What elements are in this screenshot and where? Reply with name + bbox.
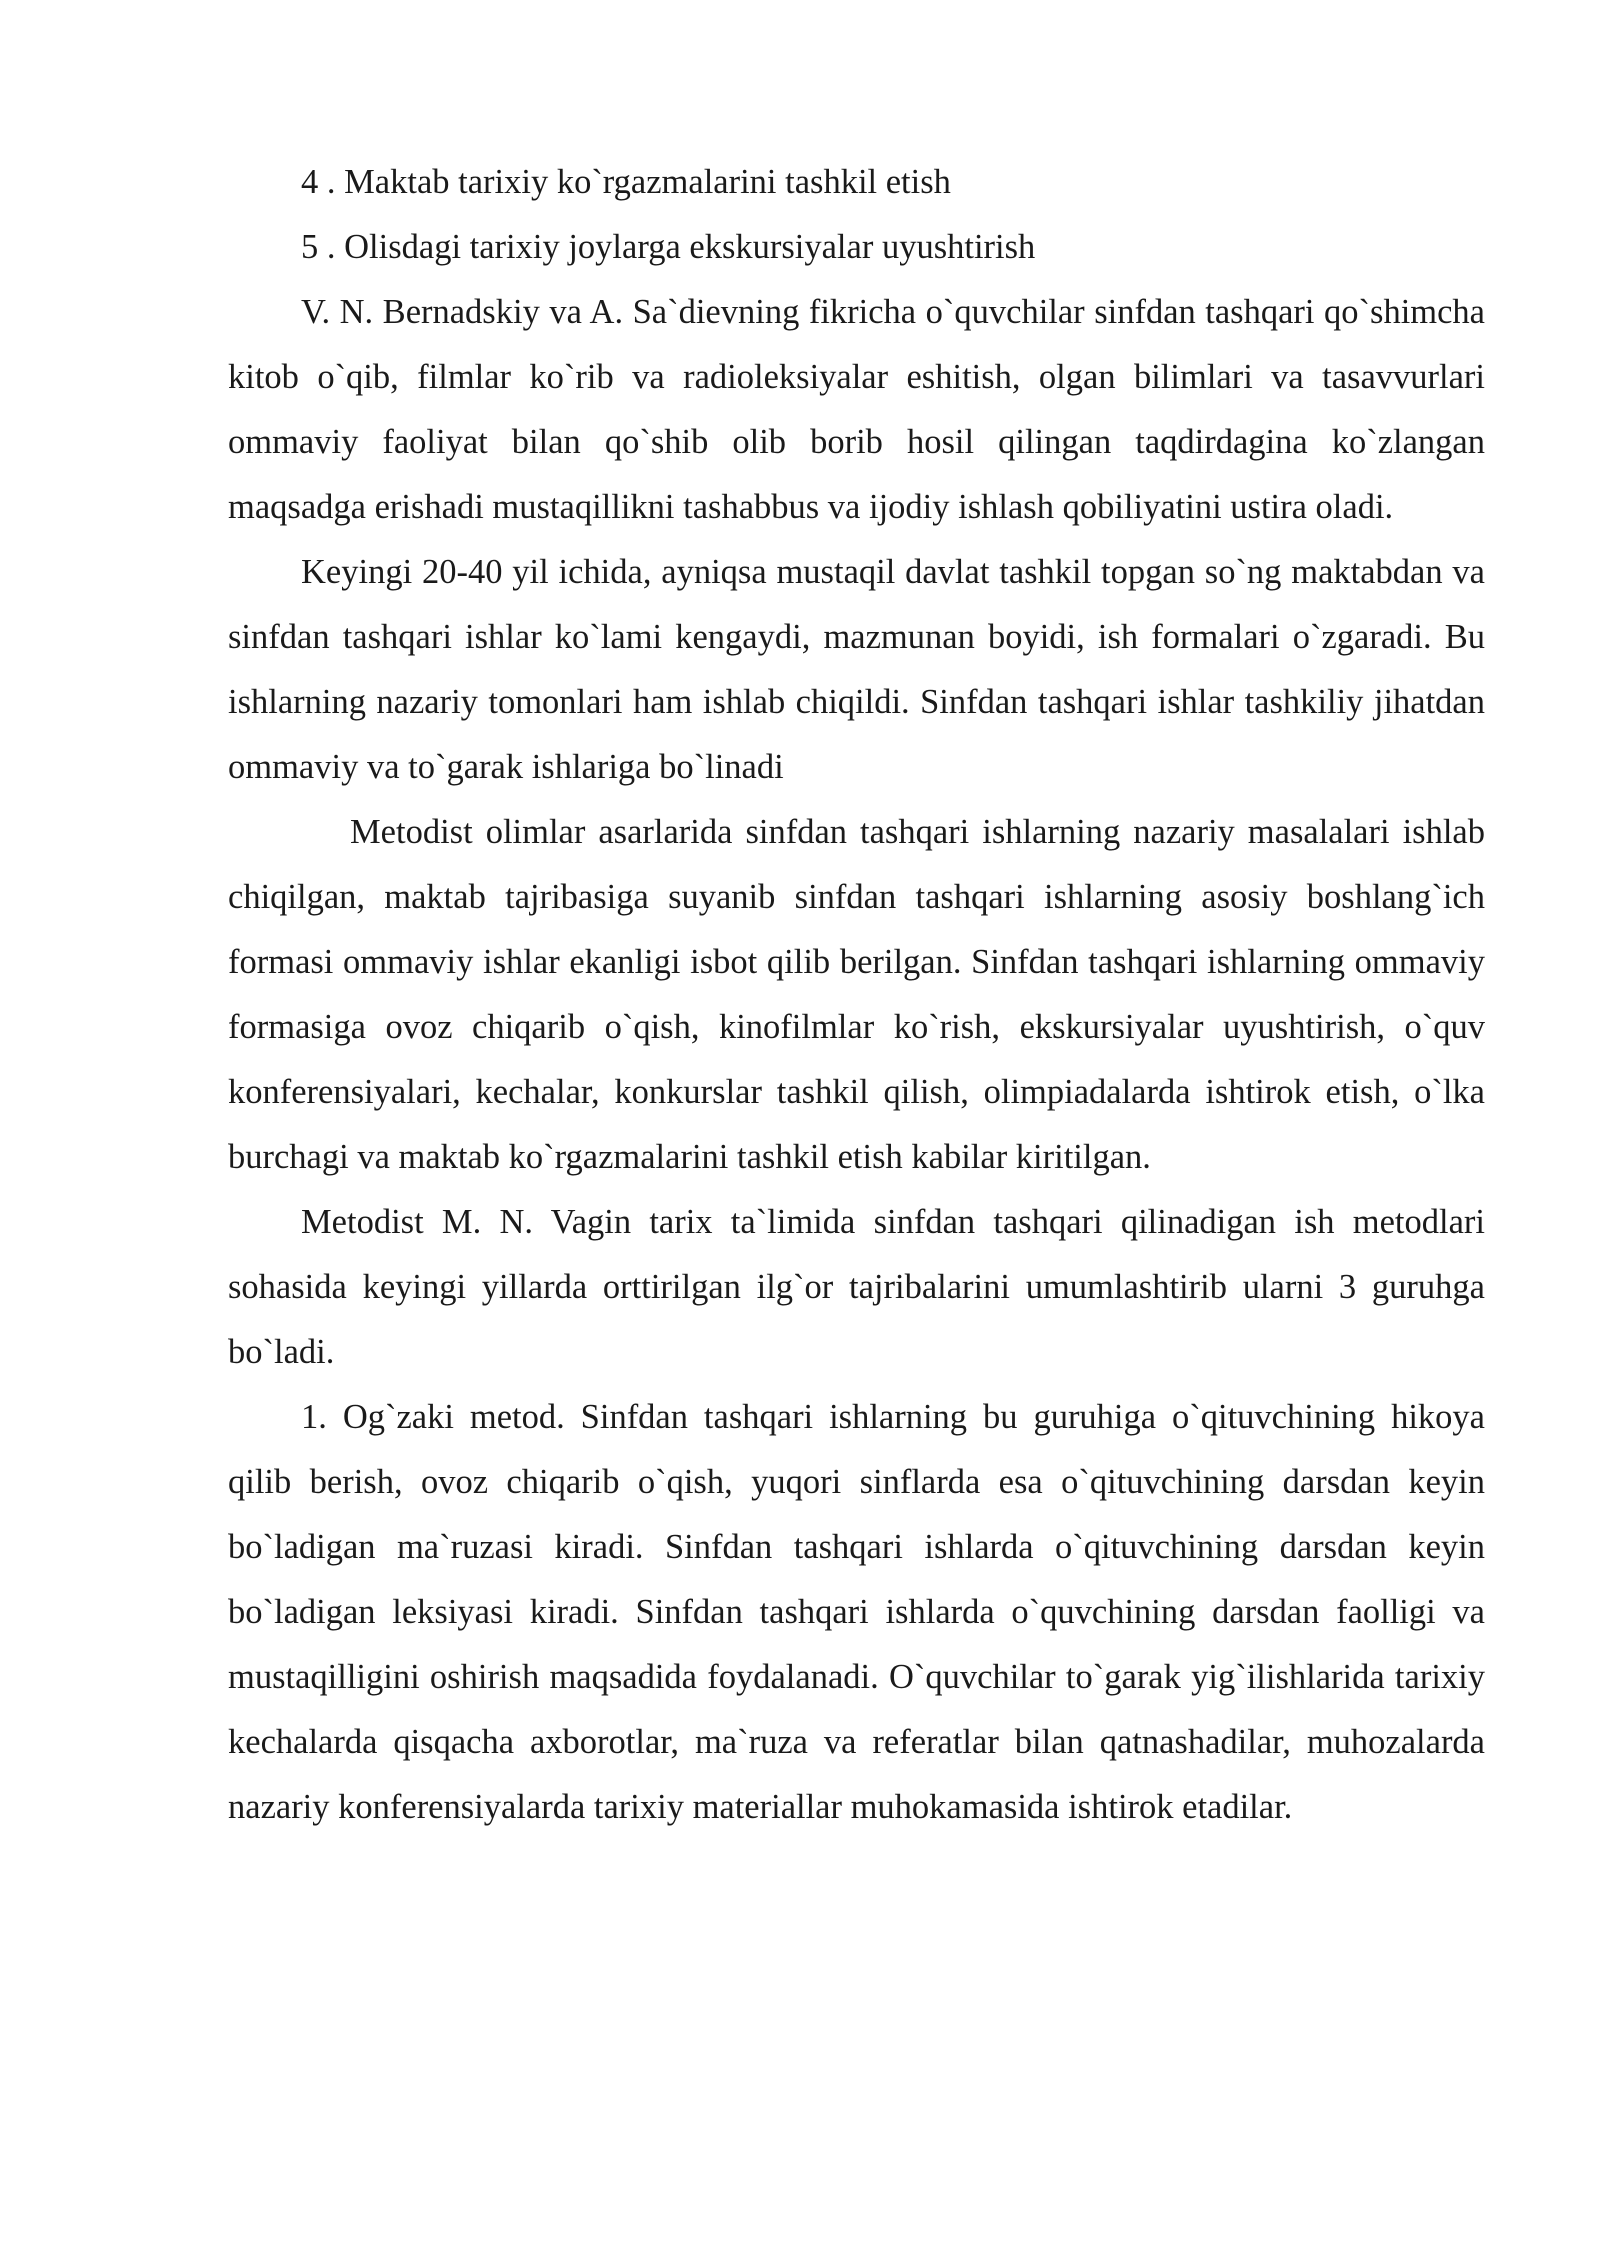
paragraph-bernadskiy: V. N. Bernadskiy va A. Sa`dievning fikricha o`quvchilar sinfdan tashqari qo`shimcha kitob o`qib, filmlar ko`rib va radioleksiyalar eshitish, olgan bilimlari va tasavvurlari ommaviy faoliyat bilan qo`shib olib borib hosil qilingan taqdirdagina ko`zlangan maqsadga erishadi mustaqillikni tashabbus va ijodiy ishlash qobiliyatini ustira oladi. bbox=[228, 293, 1485, 526]
document-page bbox=[228, 150, 1485, 1840]
paragraph-ogzaki-metod: 1. Og`zaki metod. Sinfdan tashqari ishlarning bu guruhiga o`qituvchining hikoya qilib berish, ovoz chiqarib o`qish, yuqori sinflarda esa o`qituvchining darsdan keyin bo`ladigan ma`ruzasi kiradi. Sinfdan tashqari ishlarda o`qituvchining darsdan keyin bo`ladigan leksiyasi kiradi. Sinfdan tashqari ishlarda o`quvchining darsdan faolligi va mustaqilligini oshirish maqsadida foydalanadi. O`quvchilar to`garak yig`ilishlarida tarixiy kechalarda qisqacha axborotlar, ma`ruza va referatlar bilan qatnashadilar, muhozalarda nazariy konferensiyalarda tarixiy materiallar muhokamasida ishtirok etadilar. bbox=[228, 1398, 1485, 1826]
paragraph-metodist-vagin: Metodist M. N. Vagin tarix ta`limida sinfdan tashqari qilinadigan ish metodlari sohasida keyingi yillarda orttirilgan ilg`or tajribalarini umumlashtirib ularni 3 guruhga bo`ladi. bbox=[228, 1203, 1485, 1371]
paragraph-metodist-olimlar: Metodist olimlar asarlarida sinfdan tashqari ishlarning nazariy masalalari ishlab chiqilgan, maktab tajribasiga suyanib sinfdan tashqari ishlarning asosiy boshlang`ich formasi ommaviy ishlar ekanligi isbot qilib berilgan. Sinfdan tashqari ishlarning ommaviy formasiga ovoz chiqarib o`qish, kinofilmlar ko`rish, ekskursiyalar uyushtirish, o`quv konferensiyalari, kechalar, konkurslar tashkil qilish, olimpiadalarda ishtirok etish, o`lka burchagi va maktab ko`rgazmalarini tashkil etish kabilar kiritilgan. bbox=[228, 813, 1485, 1176]
list-item-5: 5 . Olisdagi tarixiy joylarga ekskursiyalar uyushtirish bbox=[301, 228, 1036, 266]
paragraph-keyingi: Keyingi 20-40 yil ichida, ayniqsa mustaqil davlat tashkil topgan so`ng maktabdan va sinfdan tashqari ishlar ko`lami kengaydi, mazmunan boyidi, ish formalari o`zgaradi. Bu ishlarning nazariy tomonlari ham ishlab chiqildi. Sinfdan tashqari ishlar tashkiliy jihatdan ommaviy va to`garak ishlariga bo`linadi bbox=[228, 553, 1485, 786]
list-item-4: 4 . Maktab tarixiy ko`rgazmalarini tashkil etish bbox=[301, 163, 951, 201]
